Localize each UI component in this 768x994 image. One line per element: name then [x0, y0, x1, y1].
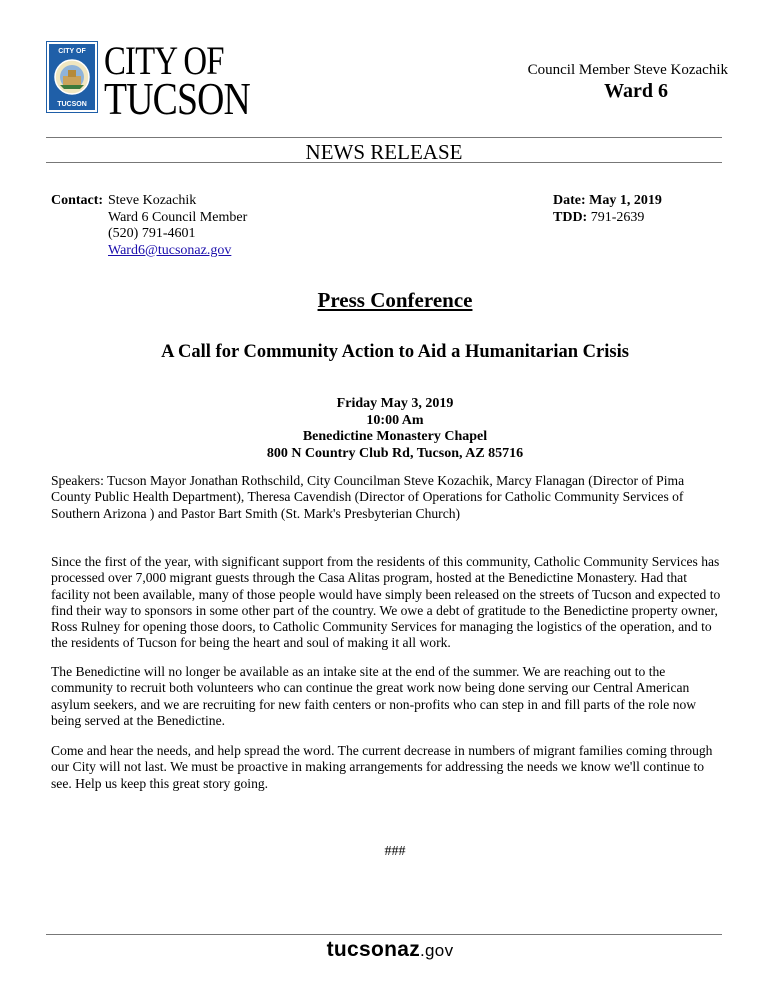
contact-details [108, 193, 247, 259]
city-seal-logo [46, 41, 98, 113]
paragraph-line: Ross Rulney for opening those doors, to Catholic Community Services for managing the logistics of the operation, and to [51, 619, 712, 635]
seal-top-text: CITY OF [58, 48, 86, 55]
event-date: Friday May 3, 2019 [336, 396, 454, 411]
speakers-line: County Public Health Department), Theresa Cavendish (Director of Operations for Catholic Community Services of [51, 489, 684, 505]
ward-label: Ward 6 [604, 80, 668, 102]
page-title: Press Conference [317, 288, 473, 312]
council-member-name: Council Member Steve Kozachik [527, 62, 728, 78]
logo-city-of: CITY OF [104, 38, 224, 83]
body-paragraph-2 [51, 664, 731, 729]
footer-domain: tucsonaz [326, 938, 421, 961]
date-value: May 1, 2019 [589, 193, 662, 208]
contact-name: Steve Kozachik [108, 193, 197, 208]
event-address: 800 N Country Club Rd, Tucson, AZ 85716 [266, 445, 524, 461]
page-subtitle: A Call for Community Action to Aid a Humanitarian Crisis [161, 342, 629, 362]
contact-phone: (520) 791-4601 [108, 226, 196, 241]
footer-website [0, 938, 768, 962]
paragraph-line: asylum seekers, and we are recruiting for new faith centers or non-profits who can step in and fill parts of the role now [51, 696, 697, 712]
paragraph-line: Since the first of the year, with significant support from the residents of this community, Catholic Community Services has [51, 554, 720, 569]
paragraph-line: the residents of Tucson for being the heart and soul of making it all work. [51, 635, 451, 651]
paragraph-line: Come and hear the needs, and help spread the word. The current decrease in numbers of migrant families coming through [51, 743, 713, 758]
paragraph-line: being served at the Benedictine. [51, 712, 226, 728]
tdd-value: 791-2639 [590, 209, 645, 225]
speakers-line: Speakers: Tucson Mayor Jonathan Rothschild, City Councilman Steve Kozachik, Marcy Flanagan (Director of Pima [51, 473, 685, 488]
event-time: 10:00 Am [366, 412, 424, 428]
meta-block [553, 193, 662, 226]
header-divider-bottom [46, 162, 722, 163]
logo-tucson: TUCSON [104, 73, 250, 124]
contact-label [51, 193, 103, 210]
event-venue: Benedictine Monastery Chapel [302, 429, 488, 444]
paragraph-line: The Benedictine will no longer be available as an intake site at the end of the summer. We are reaching out to the [51, 664, 666, 679]
event-details [0, 396, 768, 462]
paragraph-line: see. Help us keep this great story going. [51, 775, 269, 791]
paragraph-line: our City will not last. We must be proactive in making arrangements for addressing the needs we know we'll continue to [51, 759, 705, 775]
contact-label-text: Contact: [51, 193, 104, 208]
seal-bottom-text: TUCSON [57, 101, 87, 108]
contact-email-link[interactable]: Ward6@tucsonaz.gov [108, 242, 232, 258]
news-release-heading: NEWS RELEASE [305, 140, 463, 164]
body-paragraph-1 [51, 554, 731, 652]
date-line [553, 193, 662, 210]
speakers-paragraph [51, 473, 731, 522]
speakers-line: Southern Arizona ) and Pastor Bart Smith (St. Mark's Presbyterian Church) [51, 505, 461, 521]
tdd-label: TDD: [553, 209, 588, 225]
end-mark: ### [384, 844, 406, 859]
body-paragraph-3 [51, 743, 731, 792]
tdd-line [553, 210, 662, 227]
paragraph-line: community to recruit both volunteers who can continue the great work now being done serving our Central American [51, 680, 690, 696]
paragraph-line: processed over 7,000 migrant guests through the Casa Alitas program, hosted at the Benedictine Monastery. Had that [51, 570, 687, 586]
footer-tld: .gov [420, 941, 454, 960]
date-label: Date: [553, 193, 586, 208]
paragraph-line: facility not been available, many of those people would have simply been released on the streets of Tucson and expected to [51, 586, 721, 602]
header-divider-top [46, 137, 722, 138]
contact-title: Ward 6 Council Member [108, 209, 248, 225]
paragraph-line: find their way to sponsors in some other part of the country. We owe a debt of gratitude to the Benedictine property owner, [51, 602, 718, 618]
footer-divider [46, 934, 722, 935]
